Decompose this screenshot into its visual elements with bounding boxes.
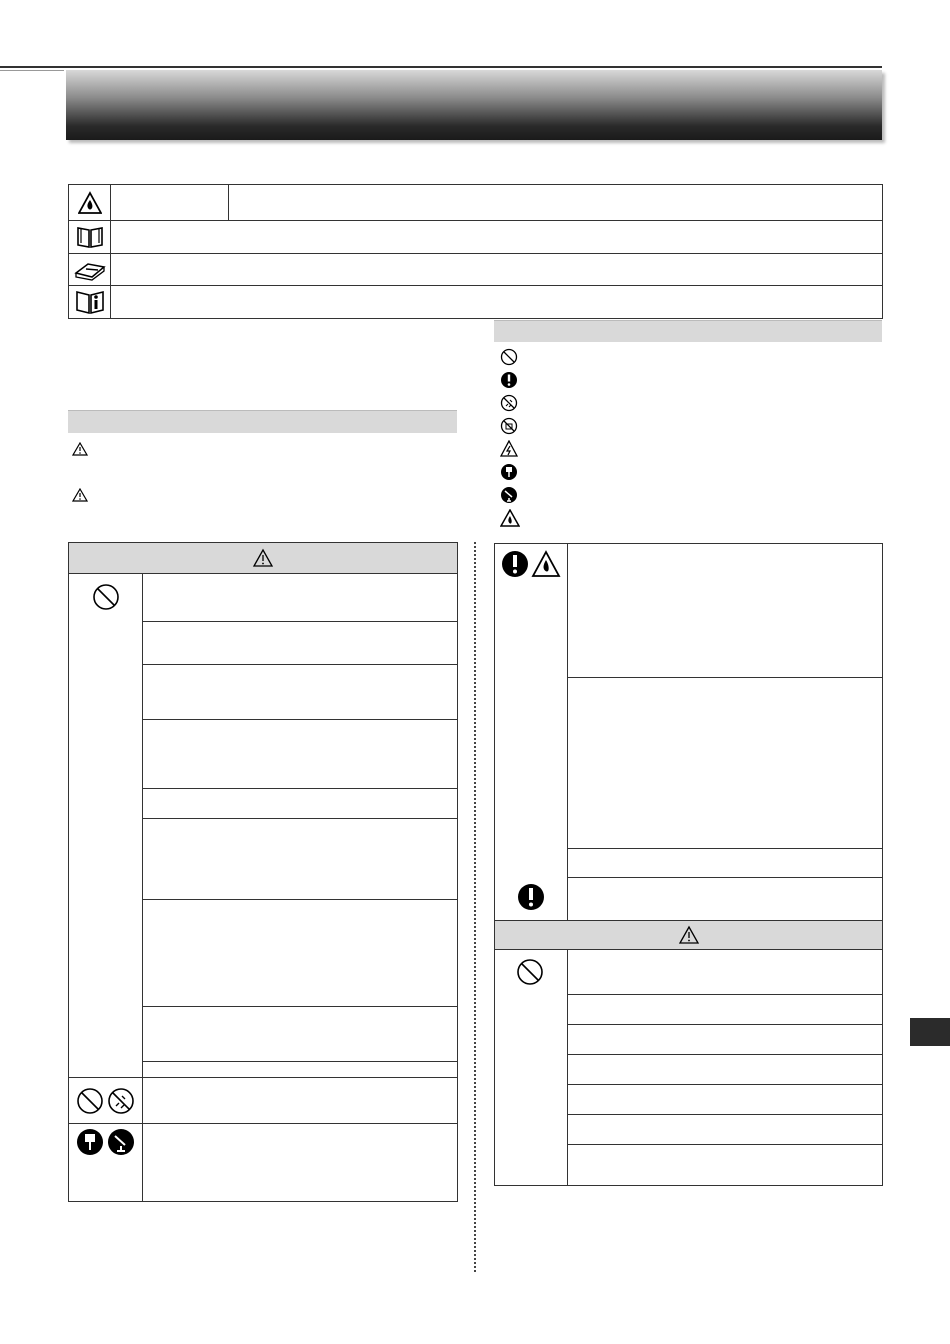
caution-header <box>495 920 882 950</box>
mandatory-exclamation-icon <box>501 550 529 578</box>
table-row <box>567 1084 882 1115</box>
column-divider <box>474 542 476 1272</box>
open-manual-icon <box>69 254 111 285</box>
symbol-list <box>500 345 880 529</box>
section-bar-left <box>68 410 457 433</box>
warning-table-left <box>68 542 458 1202</box>
table-row <box>567 1054 882 1085</box>
top-rule <box>0 66 882 68</box>
table-row <box>142 788 457 819</box>
legend-text <box>111 286 882 318</box>
prohibition-icon <box>516 958 544 986</box>
caution-triangle-icon <box>72 488 88 502</box>
table-row <box>142 899 457 1007</box>
no-water-icon <box>500 391 880 414</box>
table-row <box>567 1114 882 1145</box>
mandatory-exclamation-icon <box>517 883 545 911</box>
table-row <box>142 621 457 665</box>
warning-header <box>69 543 457 574</box>
electric-shock-icon <box>500 437 880 460</box>
table-row <box>495 877 882 922</box>
table-row <box>567 1024 882 1055</box>
icon-column <box>495 544 568 920</box>
warning-table-right <box>494 543 883 1186</box>
fire-warning-icon <box>500 506 880 529</box>
table-row <box>142 1061 457 1078</box>
top-rule-thin <box>0 70 64 71</box>
ground-icon <box>107 1128 135 1156</box>
legend-row <box>69 286 882 318</box>
legend-text <box>229 185 882 220</box>
ground-icon <box>500 483 880 506</box>
table-row <box>567 994 882 1025</box>
table-row <box>142 1006 457 1062</box>
fire-warning-icon <box>69 185 111 220</box>
table-row <box>142 574 457 622</box>
legend-text <box>111 221 882 253</box>
book-icon <box>69 221 111 253</box>
legend-row <box>69 254 882 286</box>
legend-row <box>69 221 882 254</box>
header-banner <box>66 70 882 140</box>
unplug-icon <box>500 460 880 483</box>
table-row <box>142 719 457 789</box>
table-row <box>567 848 882 878</box>
fire-warning-icon <box>531 550 561 578</box>
prohibition-icon <box>92 583 120 611</box>
unplug-icon <box>76 1128 104 1156</box>
table-row <box>567 544 882 678</box>
legend-row <box>69 185 882 221</box>
table-row <box>567 950 882 995</box>
table-row <box>142 818 457 900</box>
info-book-icon <box>69 286 111 318</box>
prohibition-icon <box>500 345 880 368</box>
legend-label <box>111 185 229 220</box>
no-wet-hands-icon <box>500 414 880 437</box>
mandatory-exclamation-icon <box>500 368 880 391</box>
symbol-legend-table <box>68 184 883 319</box>
caution-triangle-icon <box>252 548 274 568</box>
legend-text <box>111 254 882 285</box>
chapter-tab[interactable] <box>910 1018 950 1046</box>
caution-triangle-icon <box>72 442 88 456</box>
section-bar-right <box>494 320 882 342</box>
caution-triangle-icon <box>678 925 700 945</box>
table-row <box>567 677 882 849</box>
table-row <box>142 664 457 720</box>
